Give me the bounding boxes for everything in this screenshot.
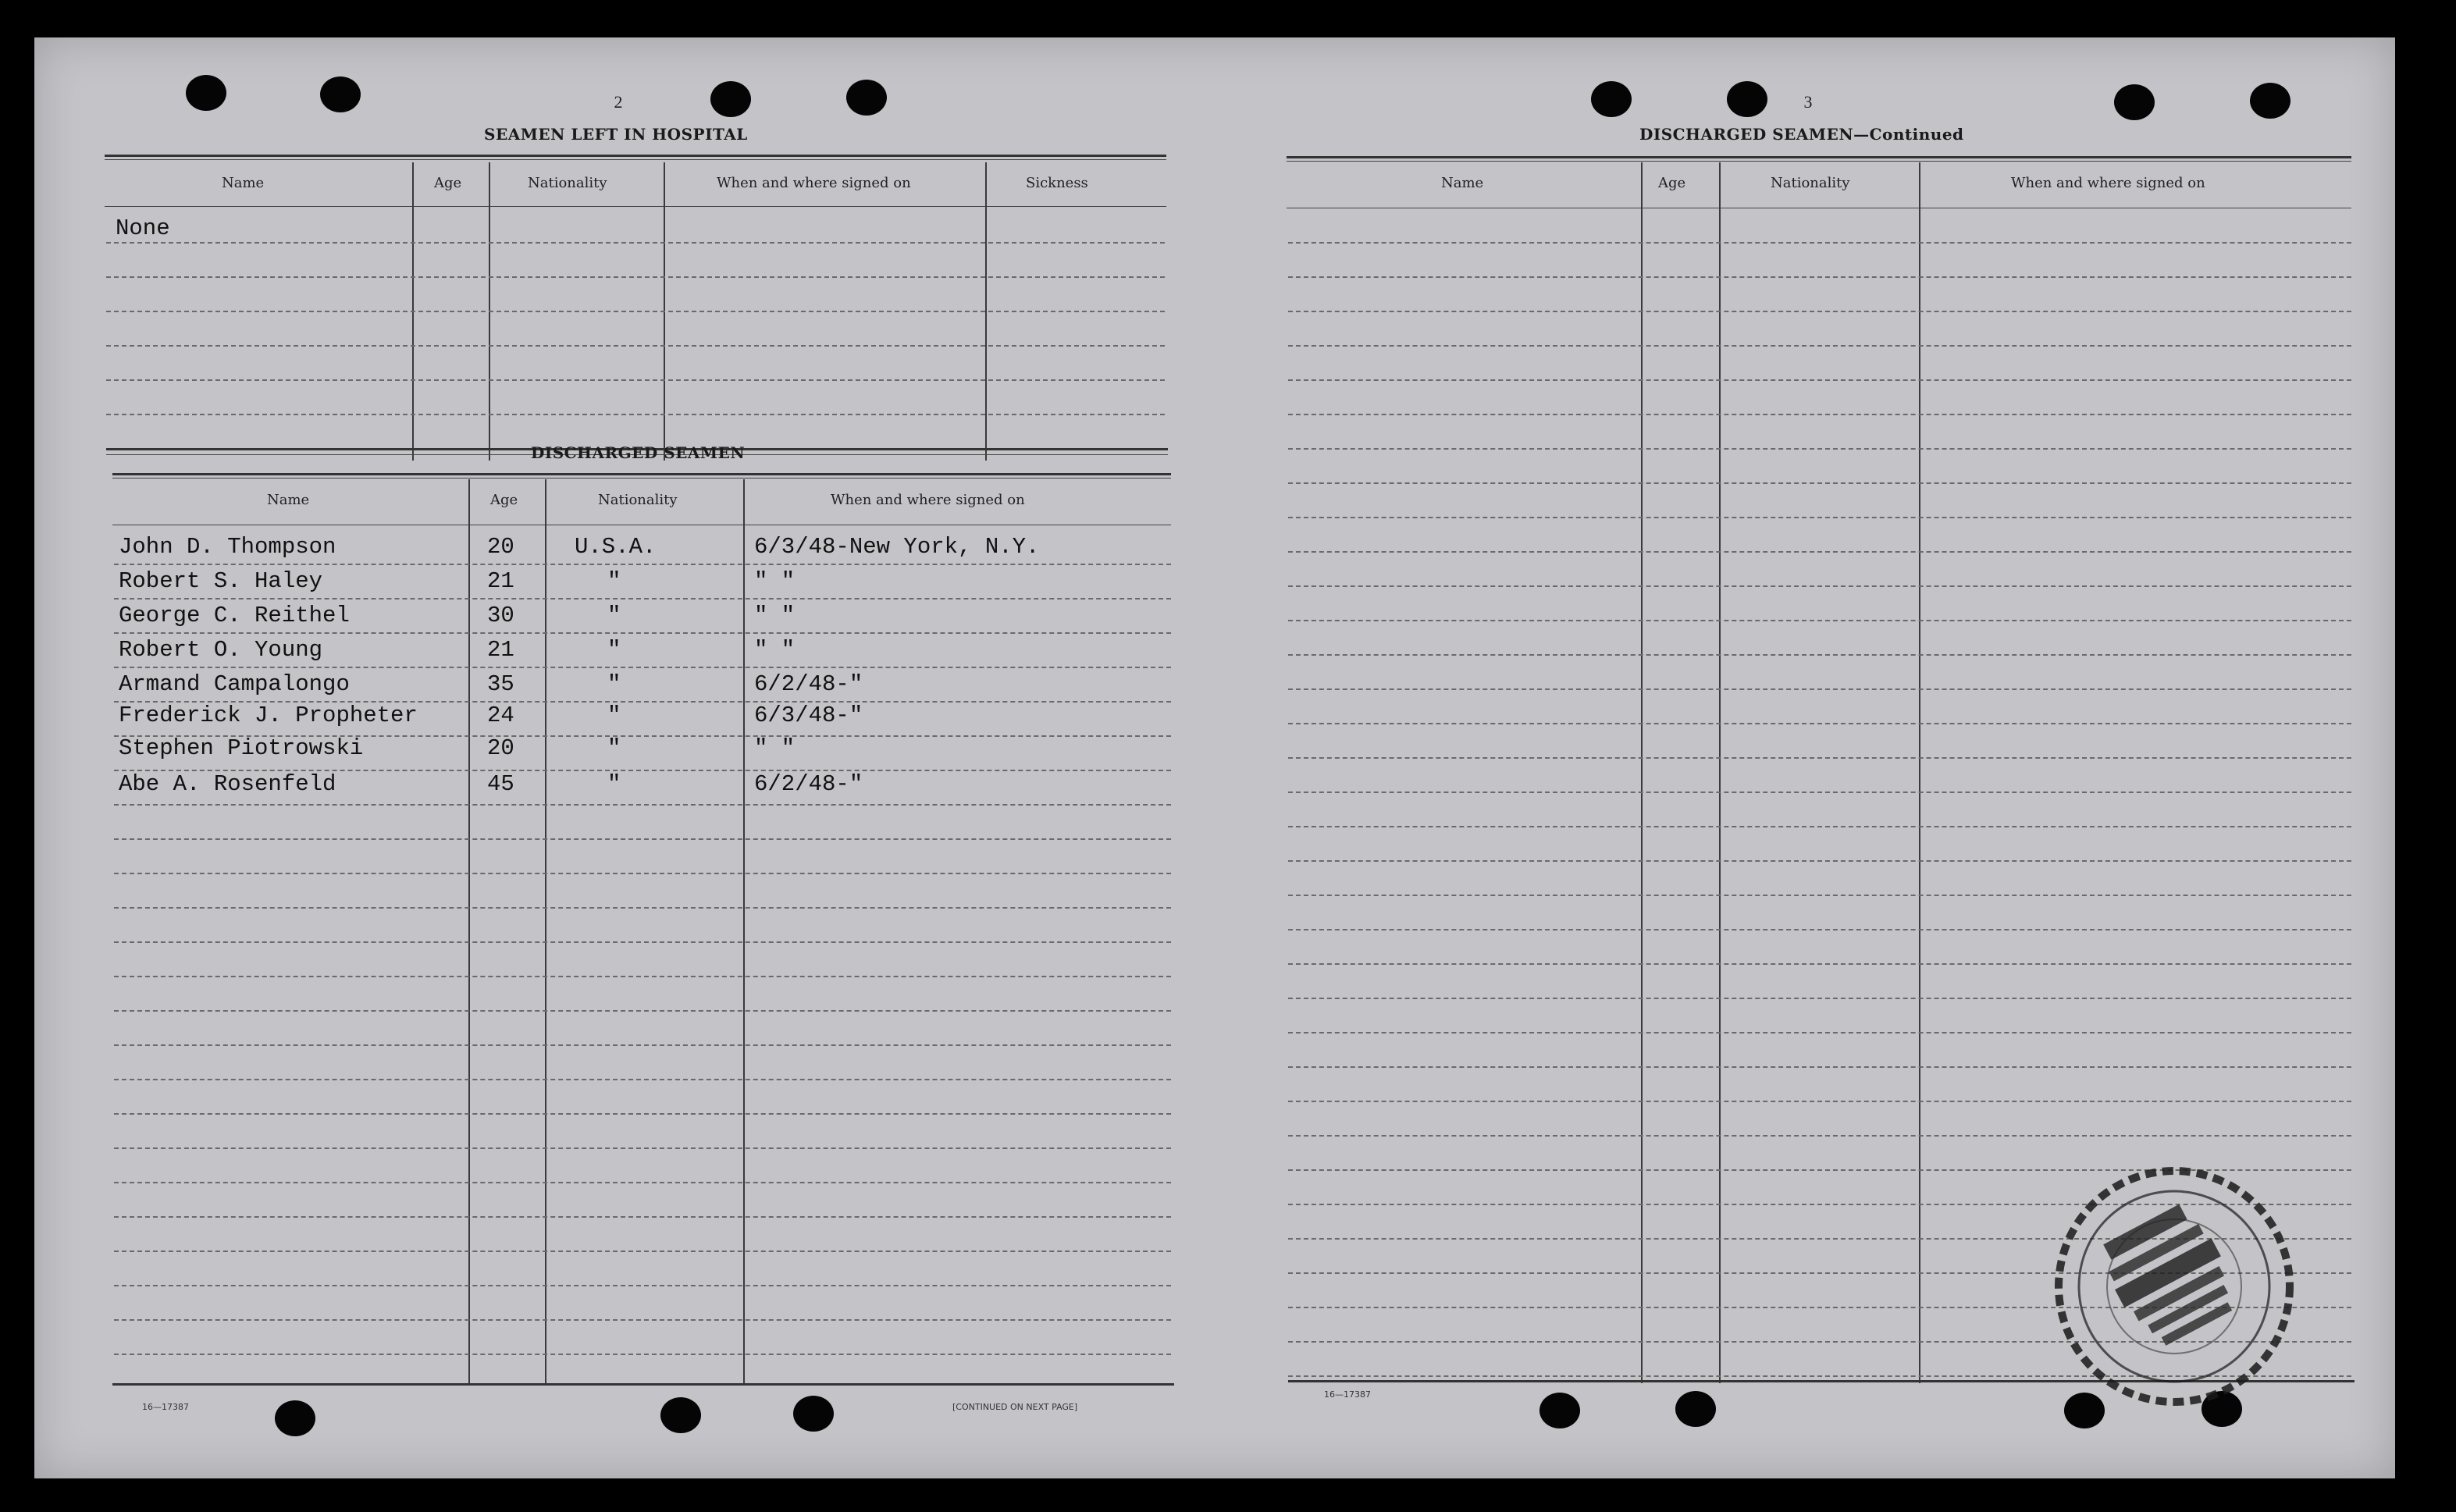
row-line: [1288, 723, 2351, 724]
table-row-name: Stephen Piotrowski: [119, 735, 364, 761]
table-row-signed-on: 6/3/48-New York, N.Y.: [754, 534, 1040, 560]
row-line: [106, 414, 1165, 415]
row-line: [114, 873, 1171, 874]
col-header-sickness: Sickness: [1026, 175, 1088, 191]
table-row-age: 24: [487, 703, 514, 728]
table-row-signed-on: " ": [754, 637, 796, 663]
row-line: [114, 1285, 1171, 1286]
rule: [105, 206, 1166, 207]
discharged-continued-title: DISCHARGED SEAMEN—Continued: [1639, 125, 1964, 144]
punch-hole: [275, 1400, 315, 1436]
rule: [112, 478, 1171, 479]
col-header-age: Age: [490, 492, 518, 508]
row-line: [1288, 1101, 2351, 1102]
col-header-signed-on: When and where signed on: [831, 492, 1025, 508]
row-line: [114, 564, 1171, 565]
row-line: [106, 379, 1165, 381]
row-line: [1288, 517, 2351, 518]
row-line: [114, 907, 1171, 909]
row-line: [114, 1216, 1171, 1218]
col-header-nationality: Nationality: [528, 175, 607, 191]
row-line: [114, 598, 1171, 599]
table-row-age: 20: [487, 534, 514, 560]
col-header-name: Name: [1441, 175, 1484, 191]
row-line: [106, 345, 1165, 347]
col-header-nationality: Nationality: [598, 492, 678, 508]
row-line: [1288, 379, 2351, 381]
row-line: [114, 941, 1171, 943]
table-row-signed-on: 6/2/48-": [754, 771, 863, 797]
table-row-nationality: ": [607, 603, 621, 628]
table-row-nationality: ": [607, 735, 621, 761]
row-line: [114, 804, 1171, 806]
row-line: [106, 242, 1165, 244]
row-line: [106, 311, 1165, 312]
punch-hole: [186, 75, 226, 111]
row-line: [114, 1182, 1171, 1183]
row-line: [1288, 551, 2351, 553]
col-header-age: Age: [434, 175, 462, 191]
row-line: [1288, 757, 2351, 759]
punch-hole: [1539, 1393, 1580, 1428]
rule: [105, 155, 1166, 157]
document-sheet: [34, 37, 2395, 1478]
row-line: [114, 838, 1171, 840]
row-line: [1288, 1066, 2351, 1068]
discharged-title: DISCHARGED SEAMEN: [531, 443, 746, 462]
table-row-age: 21: [487, 637, 514, 663]
table-row-name: Abe A. Rosenfeld: [119, 771, 336, 797]
row-line: [1288, 826, 2351, 827]
table-row-nationality: U.S.A.: [575, 534, 657, 560]
row-line: [114, 667, 1171, 668]
row-line: [114, 1147, 1171, 1149]
row-line: [1288, 895, 2351, 896]
table-row-nationality: ": [607, 637, 621, 663]
hospital-entry: None: [116, 215, 170, 241]
table-row-signed-on: " ": [754, 735, 796, 761]
punch-hole: [1675, 1391, 1716, 1427]
row-line: [1288, 998, 2351, 999]
row-line: [1288, 482, 2351, 484]
row-line: [114, 1010, 1171, 1012]
continued-note: [CONTINUED ON NEXT PAGE]: [952, 1402, 1078, 1412]
row-line: [1288, 860, 2351, 862]
col-header-nationality: Nationality: [1771, 175, 1850, 191]
table-row-name: Robert O. Young: [119, 637, 323, 663]
row-line: [1288, 242, 2351, 244]
row-line: [114, 1354, 1171, 1355]
row-line: [1288, 963, 2351, 965]
table-row-age: 45: [487, 771, 514, 797]
row-line: [1288, 654, 2351, 656]
row-line: [1288, 448, 2351, 450]
punch-hole: [846, 80, 887, 116]
col-header-signed-on: When and where signed on: [2011, 175, 2205, 191]
row-line: [1288, 585, 2351, 587]
row-line: [114, 1319, 1171, 1321]
table-row-signed-on: " ": [754, 568, 796, 594]
row-line: [1288, 311, 2351, 312]
hospital-title: SEAMEN LEFT IN HOSPITAL: [484, 125, 748, 144]
row-line: [114, 1113, 1171, 1115]
column-divider: [743, 479, 745, 1383]
rule: [105, 159, 1166, 160]
punch-hole: [1727, 81, 1767, 117]
form-number-right: 16—17387: [1324, 1389, 1371, 1400]
row-line: [114, 1079, 1171, 1080]
table-row-name: Robert S. Haley: [119, 568, 323, 594]
row-line: [1288, 1135, 2351, 1137]
punch-hole: [2250, 83, 2290, 119]
page-number-right: 3: [1803, 92, 1813, 112]
punch-hole: [320, 76, 361, 112]
table-row-nationality: ": [607, 671, 621, 697]
row-line: [1288, 414, 2351, 415]
col-header-age: Age: [1658, 175, 1686, 191]
rule: [1287, 156, 2351, 158]
rule: [112, 473, 1171, 475]
row-line: [114, 976, 1171, 977]
table-row-name: Armand Campalongo: [119, 671, 350, 697]
punch-hole: [660, 1397, 701, 1433]
col-header-name: Name: [222, 175, 265, 191]
row-line: [114, 632, 1171, 634]
table-row-age: 21: [487, 568, 514, 594]
row-line: [106, 276, 1165, 278]
row-line: [114, 1251, 1171, 1252]
table-row-signed-on: 6/2/48-": [754, 671, 863, 697]
table-row-nationality: ": [607, 703, 621, 728]
rule: [112, 1383, 1174, 1386]
row-line: [1288, 929, 2351, 930]
row-line: [114, 1044, 1171, 1046]
punch-hole: [793, 1396, 834, 1432]
customs-stamp: [2045, 1162, 2303, 1411]
table-row-nationality: ": [607, 568, 621, 594]
form-number-left: 16—17387: [142, 1402, 189, 1412]
col-header-name: Name: [267, 492, 310, 508]
row-line: [1288, 345, 2351, 347]
table-row-signed-on: 6/3/48-": [754, 703, 863, 728]
table-row-nationality: ": [607, 771, 621, 797]
table-row-name: Frederick J. Propheter: [119, 703, 418, 728]
col-header-signed-on: When and where signed on: [717, 175, 911, 191]
row-line: [1288, 1032, 2351, 1033]
table-row-name: John D. Thompson: [119, 534, 336, 560]
column-divider: [545, 479, 546, 1383]
table-row-age: 35: [487, 671, 514, 697]
row-line: [1288, 792, 2351, 793]
table-row-name: George C. Reithel: [119, 603, 350, 628]
rule: [1287, 161, 2351, 162]
table-row-age: 20: [487, 735, 514, 761]
punch-hole: [710, 81, 751, 117]
punch-hole: [2114, 84, 2155, 120]
row-line: [1288, 276, 2351, 278]
column-divider: [468, 479, 470, 1383]
row-line: [1288, 620, 2351, 621]
punch-hole: [1591, 81, 1632, 117]
row-line: [1288, 688, 2351, 690]
page-number-left: 2: [614, 92, 623, 112]
table-row-signed-on: " ": [754, 603, 796, 628]
table-row-age: 30: [487, 603, 514, 628]
